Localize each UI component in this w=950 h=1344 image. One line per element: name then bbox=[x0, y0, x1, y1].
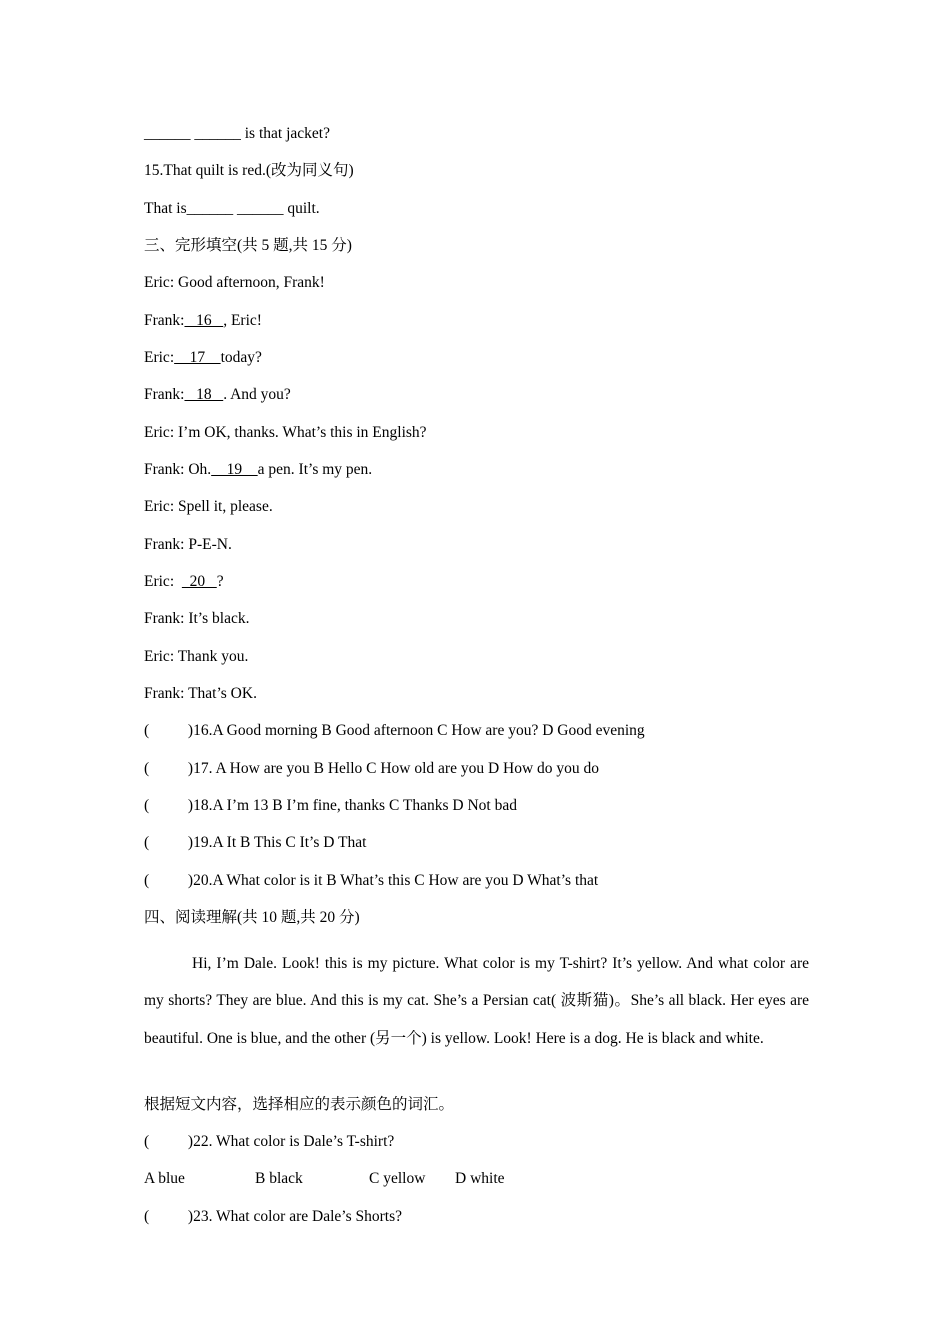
dialogue-line: Eric: I’m OK, thanks. What’s this in English? bbox=[144, 424, 427, 441]
dialogue-line: Frank: It’s black. bbox=[144, 610, 250, 627]
reading-passage: Hi, I’m Dale. Look! this is my picture. What color is my T-shirt? It’s yellow. And what color are my shorts? They are blue. And this is my cat. She’s a Persian cat( 波斯猫)。She’s all black. Her eyes are beautiful. One is blue, and the other (另一个) is yellow. Look! Here is a dog. He is black and white. bbox=[144, 955, 809, 1047]
question-22: ( )22. What color is Dale’s T-shirt? bbox=[144, 1133, 395, 1150]
blank-16: 16 bbox=[184, 312, 224, 329]
option-b: B black bbox=[255, 1170, 303, 1187]
option-d: D white bbox=[455, 1170, 505, 1187]
choice-question-16: ( )16.A Good morning B Good afternoon C How are you? D Good evening bbox=[144, 722, 645, 739]
dialogue-line: Frank: Oh. 19 a pen. It’s my pen. bbox=[144, 461, 373, 478]
question-15-answer: That is______ ______ quilt. bbox=[144, 200, 320, 217]
question-23: ( )23. What color are Dale’s Shorts? bbox=[144, 1208, 402, 1225]
blank-17: 17 bbox=[174, 349, 221, 366]
choice-question-18: ( )18.A I’m 13 B I’m fine, thanks C Thanks D Not bad bbox=[144, 797, 517, 814]
dialogue-line: Frank: 16 , Eric! bbox=[144, 312, 262, 329]
choice-question-19: ( )19.A It B This C It’s D That bbox=[144, 834, 367, 851]
question-15-prompt: 15.That quilt is red.(改为同义句) bbox=[144, 162, 354, 179]
section-4-title: 四、阅读理解(共 10 题,共 20 分) bbox=[144, 909, 360, 926]
question-22-options bbox=[144, 1169, 505, 1189]
dialogue-line: Eric: Good afternoon, Frank! bbox=[144, 274, 325, 291]
dialogue-line: Eric: 20 ? bbox=[144, 573, 224, 590]
dialogue-line: Eric: Thank you. bbox=[144, 648, 249, 665]
blank-20: 20 bbox=[181, 573, 217, 590]
instruction: 根据短文内容，选择相应的表示颜色的词汇。 bbox=[144, 1096, 455, 1113]
dialogue-line: Eric: 17 today? bbox=[144, 349, 262, 366]
blank-18: 18 bbox=[184, 386, 224, 403]
option-a: A blue bbox=[144, 1170, 185, 1187]
dialogue-line: Frank: 18 . And you? bbox=[144, 386, 291, 403]
dialogue-line: Frank: P-E-N. bbox=[144, 536, 232, 553]
choice-question-20: ( )20.A What color is it B What’s this C How are you D What’s that bbox=[144, 872, 599, 889]
blank-19: 19 bbox=[211, 461, 258, 478]
section-3-title: 三、完形填空(共 5 题,共 15 分) bbox=[144, 237, 352, 254]
option-c: C yellow bbox=[369, 1170, 426, 1187]
choice-question-17: ( )17. A How are you B Hello C How old are you D How do you do bbox=[144, 760, 600, 777]
question-14-tail: ______ ______ is that jacket? bbox=[144, 125, 330, 142]
dialogue-line: Frank: That’s OK. bbox=[144, 685, 257, 702]
dialogue-line: Eric: Spell it, please. bbox=[144, 498, 273, 515]
